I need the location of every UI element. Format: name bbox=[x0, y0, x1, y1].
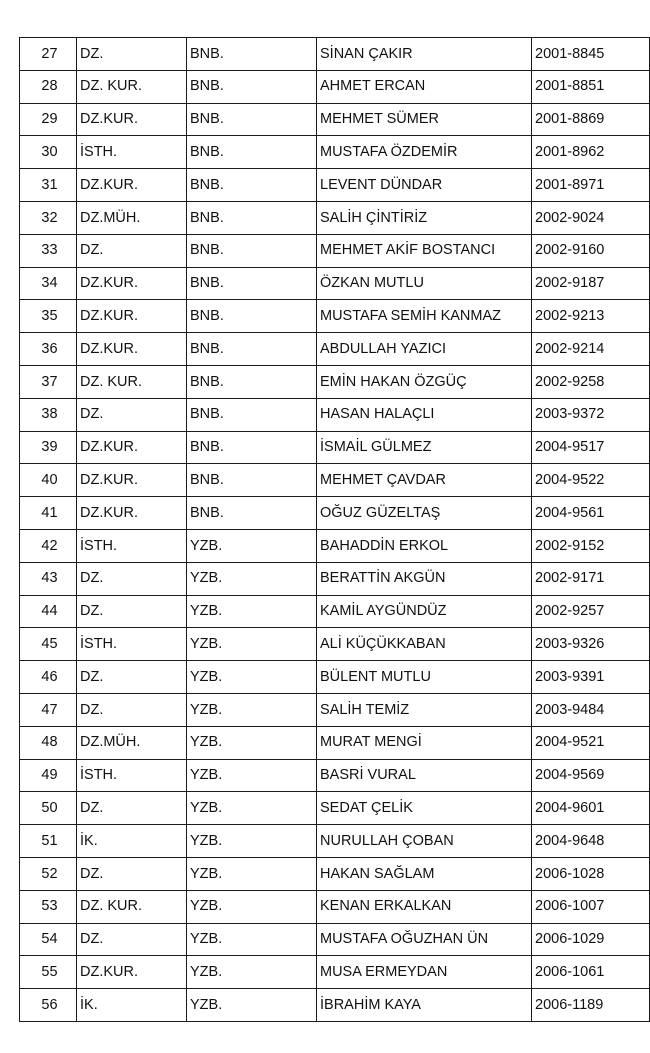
row-number: 55 bbox=[20, 956, 77, 989]
branch-cell: İSTH. bbox=[77, 529, 187, 562]
rank-cell: BNB. bbox=[187, 70, 317, 103]
rank-cell: BNB. bbox=[187, 431, 317, 464]
registry-number-cell: 2004-9569 bbox=[532, 759, 650, 792]
rank-cell: BNB. bbox=[187, 464, 317, 497]
registry-number-cell: 2002-9024 bbox=[532, 201, 650, 234]
person-name-cell: MEHMET AKİF BOSTANCI bbox=[317, 234, 532, 267]
row-number: 50 bbox=[20, 792, 77, 825]
row-number: 49 bbox=[20, 759, 77, 792]
registry-number-cell: 2002-9171 bbox=[532, 562, 650, 595]
row-number: 47 bbox=[20, 693, 77, 726]
person-name-cell: MURAT MENGİ bbox=[317, 726, 532, 759]
row-number: 52 bbox=[20, 857, 77, 890]
rank-cell: YZB. bbox=[187, 693, 317, 726]
table-row bbox=[20, 70, 650, 103]
row-number: 51 bbox=[20, 825, 77, 858]
registry-number-cell: 2001-8869 bbox=[532, 103, 650, 136]
branch-cell: DZ. bbox=[77, 398, 187, 431]
branch-cell: DZ.KUR. bbox=[77, 300, 187, 333]
branch-cell: DZ.KUR. bbox=[77, 169, 187, 202]
person-name-cell: BÜLENT MUTLU bbox=[317, 661, 532, 694]
row-number: 42 bbox=[20, 529, 77, 562]
rank-cell: BNB. bbox=[187, 201, 317, 234]
branch-cell: İSTH. bbox=[77, 136, 187, 169]
rank-cell: YZB. bbox=[187, 562, 317, 595]
branch-cell: DZ. bbox=[77, 792, 187, 825]
table-row bbox=[20, 398, 650, 431]
rank-cell: BNB. bbox=[187, 365, 317, 398]
registry-number-cell: 2006-1028 bbox=[532, 857, 650, 890]
branch-cell: DZ. KUR. bbox=[77, 890, 187, 923]
registry-number-cell: 2004-9648 bbox=[532, 825, 650, 858]
table-row bbox=[20, 464, 650, 497]
table-row bbox=[20, 628, 650, 661]
registry-number-cell: 2004-9521 bbox=[532, 726, 650, 759]
table-row bbox=[20, 201, 650, 234]
registry-number-cell: 2002-9258 bbox=[532, 365, 650, 398]
person-name-cell: NURULLAH ÇOBAN bbox=[317, 825, 532, 858]
branch-cell: DZ.KUR. bbox=[77, 956, 187, 989]
branch-cell: DZ.MÜH. bbox=[77, 201, 187, 234]
row-number: 45 bbox=[20, 628, 77, 661]
branch-cell: DZ.MÜH. bbox=[77, 726, 187, 759]
registry-number-cell: 2001-8845 bbox=[532, 38, 650, 71]
row-number: 44 bbox=[20, 595, 77, 628]
table-row bbox=[20, 365, 650, 398]
rank-cell: BNB. bbox=[187, 234, 317, 267]
table-row bbox=[20, 497, 650, 530]
table-row bbox=[20, 693, 650, 726]
rank-cell: YZB. bbox=[187, 989, 317, 1022]
branch-cell: DZ. bbox=[77, 562, 187, 595]
table-row bbox=[20, 759, 650, 792]
row-number: 30 bbox=[20, 136, 77, 169]
row-number: 33 bbox=[20, 234, 77, 267]
person-name-cell: HAKAN SAĞLAM bbox=[317, 857, 532, 890]
person-name-cell: ALİ KÜÇÜKKABAN bbox=[317, 628, 532, 661]
person-name-cell: SALİH ÇİNTİRİZ bbox=[317, 201, 532, 234]
table-row bbox=[20, 661, 650, 694]
rank-cell: YZB. bbox=[187, 726, 317, 759]
registry-number-cell: 2001-8971 bbox=[532, 169, 650, 202]
rank-cell: YZB. bbox=[187, 759, 317, 792]
person-name-cell: SALİH TEMİZ bbox=[317, 693, 532, 726]
table-row bbox=[20, 300, 650, 333]
rank-cell: BNB. bbox=[187, 333, 317, 366]
registry-number-cell: 2002-9160 bbox=[532, 234, 650, 267]
registry-number-cell: 2002-9213 bbox=[532, 300, 650, 333]
branch-cell: DZ. bbox=[77, 857, 187, 890]
person-name-cell: KENAN ERKALKAN bbox=[317, 890, 532, 923]
branch-cell: DZ. bbox=[77, 661, 187, 694]
registry-number-cell: 2004-9561 bbox=[532, 497, 650, 530]
branch-cell: DZ.KUR. bbox=[77, 497, 187, 530]
person-name-cell: BAHADDİN ERKOL bbox=[317, 529, 532, 562]
row-number: 35 bbox=[20, 300, 77, 333]
row-number: 38 bbox=[20, 398, 77, 431]
table-row bbox=[20, 792, 650, 825]
rank-cell: YZB. bbox=[187, 825, 317, 858]
rank-cell: YZB. bbox=[187, 595, 317, 628]
table-row bbox=[20, 923, 650, 956]
rank-cell: BNB. bbox=[187, 267, 317, 300]
person-name-cell: SİNAN ÇAKIR bbox=[317, 38, 532, 71]
row-number: 53 bbox=[20, 890, 77, 923]
rank-cell: YZB. bbox=[187, 890, 317, 923]
rank-cell: BNB. bbox=[187, 38, 317, 71]
table-row bbox=[20, 136, 650, 169]
rank-cell: YZB. bbox=[187, 661, 317, 694]
rank-cell: YZB. bbox=[187, 956, 317, 989]
rank-cell: YZB. bbox=[187, 792, 317, 825]
table-row bbox=[20, 169, 650, 202]
person-name-cell: EMİN HAKAN ÖZGÜÇ bbox=[317, 365, 532, 398]
personnel-table-body bbox=[20, 38, 650, 1022]
person-name-cell: MUSTAFA SEMİH KANMAZ bbox=[317, 300, 532, 333]
branch-cell: DZ.KUR. bbox=[77, 464, 187, 497]
branch-cell: DZ. bbox=[77, 693, 187, 726]
person-name-cell: İBRAHİM KAYA bbox=[317, 989, 532, 1022]
row-number: 28 bbox=[20, 70, 77, 103]
row-number: 27 bbox=[20, 38, 77, 71]
person-name-cell: HASAN HALAÇLI bbox=[317, 398, 532, 431]
branch-cell: DZ.KUR. bbox=[77, 431, 187, 464]
table-row bbox=[20, 529, 650, 562]
registry-number-cell: 2006-1007 bbox=[532, 890, 650, 923]
rank-cell: BNB. bbox=[187, 398, 317, 431]
table-row bbox=[20, 267, 650, 300]
table-row bbox=[20, 595, 650, 628]
person-name-cell: MUSA ERMEYDAN bbox=[317, 956, 532, 989]
registry-number-cell: 2006-1061 bbox=[532, 956, 650, 989]
rank-cell: BNB. bbox=[187, 497, 317, 530]
table-row bbox=[20, 234, 650, 267]
row-number: 40 bbox=[20, 464, 77, 497]
person-name-cell: OĞUZ GÜZELTAŞ bbox=[317, 497, 532, 530]
branch-cell: DZ.KUR. bbox=[77, 333, 187, 366]
branch-cell: İSTH. bbox=[77, 759, 187, 792]
person-name-cell: MEHMET ÇAVDAR bbox=[317, 464, 532, 497]
row-number: 34 bbox=[20, 267, 77, 300]
person-name-cell: AHMET ERCAN bbox=[317, 70, 532, 103]
branch-cell: DZ. bbox=[77, 595, 187, 628]
registry-number-cell: 2006-1029 bbox=[532, 923, 650, 956]
row-number: 39 bbox=[20, 431, 77, 464]
row-number: 48 bbox=[20, 726, 77, 759]
registry-number-cell: 2002-9152 bbox=[532, 529, 650, 562]
rank-cell: YZB. bbox=[187, 923, 317, 956]
person-name-cell: MEHMET SÜMER bbox=[317, 103, 532, 136]
registry-number-cell: 2003-9484 bbox=[532, 693, 650, 726]
row-number: 43 bbox=[20, 562, 77, 595]
table-row bbox=[20, 726, 650, 759]
person-name-cell: ABDULLAH YAZICI bbox=[317, 333, 532, 366]
rank-cell: BNB. bbox=[187, 169, 317, 202]
person-name-cell: MUSTAFA OĞUZHAN ÜN bbox=[317, 923, 532, 956]
row-number: 37 bbox=[20, 365, 77, 398]
branch-cell: DZ. bbox=[77, 38, 187, 71]
registry-number-cell: 2001-8962 bbox=[532, 136, 650, 169]
table-row bbox=[20, 890, 650, 923]
registry-number-cell: 2001-8851 bbox=[532, 70, 650, 103]
row-number: 46 bbox=[20, 661, 77, 694]
rank-cell: YZB. bbox=[187, 857, 317, 890]
registry-number-cell: 2002-9214 bbox=[532, 333, 650, 366]
registry-number-cell: 2004-9522 bbox=[532, 464, 650, 497]
person-name-cell: ÖZKAN MUTLU bbox=[317, 267, 532, 300]
person-name-cell: SEDAT ÇELİK bbox=[317, 792, 532, 825]
registry-number-cell: 2004-9517 bbox=[532, 431, 650, 464]
rank-cell: BNB. bbox=[187, 136, 317, 169]
branch-cell: DZ.KUR. bbox=[77, 103, 187, 136]
table-row bbox=[20, 562, 650, 595]
person-name-cell: BERATTİN AKGÜN bbox=[317, 562, 532, 595]
table-row bbox=[20, 989, 650, 1022]
table-row bbox=[20, 431, 650, 464]
registry-number-cell: 2006-1189 bbox=[532, 989, 650, 1022]
registry-number-cell: 2002-9257 bbox=[532, 595, 650, 628]
registry-number-cell: 2003-9391 bbox=[532, 661, 650, 694]
row-number: 31 bbox=[20, 169, 77, 202]
row-number: 32 bbox=[20, 201, 77, 234]
rank-cell: YZB. bbox=[187, 628, 317, 661]
row-number: 36 bbox=[20, 333, 77, 366]
registry-number-cell: 2004-9601 bbox=[532, 792, 650, 825]
rank-cell: BNB. bbox=[187, 103, 317, 136]
person-name-cell: MUSTAFA ÖZDEMİR bbox=[317, 136, 532, 169]
branch-cell: DZ. bbox=[77, 234, 187, 267]
registry-number-cell: 2003-9326 bbox=[532, 628, 650, 661]
person-name-cell: BASRİ VURAL bbox=[317, 759, 532, 792]
table-row bbox=[20, 333, 650, 366]
rank-cell: YZB. bbox=[187, 529, 317, 562]
branch-cell: İK. bbox=[77, 989, 187, 1022]
person-name-cell: İSMAİL GÜLMEZ bbox=[317, 431, 532, 464]
branch-cell: DZ.KUR. bbox=[77, 267, 187, 300]
rank-cell: BNB. bbox=[187, 300, 317, 333]
registry-number-cell: 2003-9372 bbox=[532, 398, 650, 431]
registry-number-cell: 2002-9187 bbox=[532, 267, 650, 300]
branch-cell: DZ. KUR. bbox=[77, 70, 187, 103]
row-number: 54 bbox=[20, 923, 77, 956]
person-name-cell: LEVENT DÜNDAR bbox=[317, 169, 532, 202]
branch-cell: DZ. KUR. bbox=[77, 365, 187, 398]
branch-cell: DZ. bbox=[77, 923, 187, 956]
branch-cell: İSTH. bbox=[77, 628, 187, 661]
table-row bbox=[20, 857, 650, 890]
branch-cell: İK. bbox=[77, 825, 187, 858]
row-number: 56 bbox=[20, 989, 77, 1022]
table-row bbox=[20, 956, 650, 989]
table-row bbox=[20, 38, 650, 71]
person-name-cell: KAMİL AYGÜNDÜZ bbox=[317, 595, 532, 628]
table-row bbox=[20, 825, 650, 858]
personnel-table bbox=[19, 37, 650, 1022]
table-row bbox=[20, 103, 650, 136]
row-number: 41 bbox=[20, 497, 77, 530]
row-number: 29 bbox=[20, 103, 77, 136]
